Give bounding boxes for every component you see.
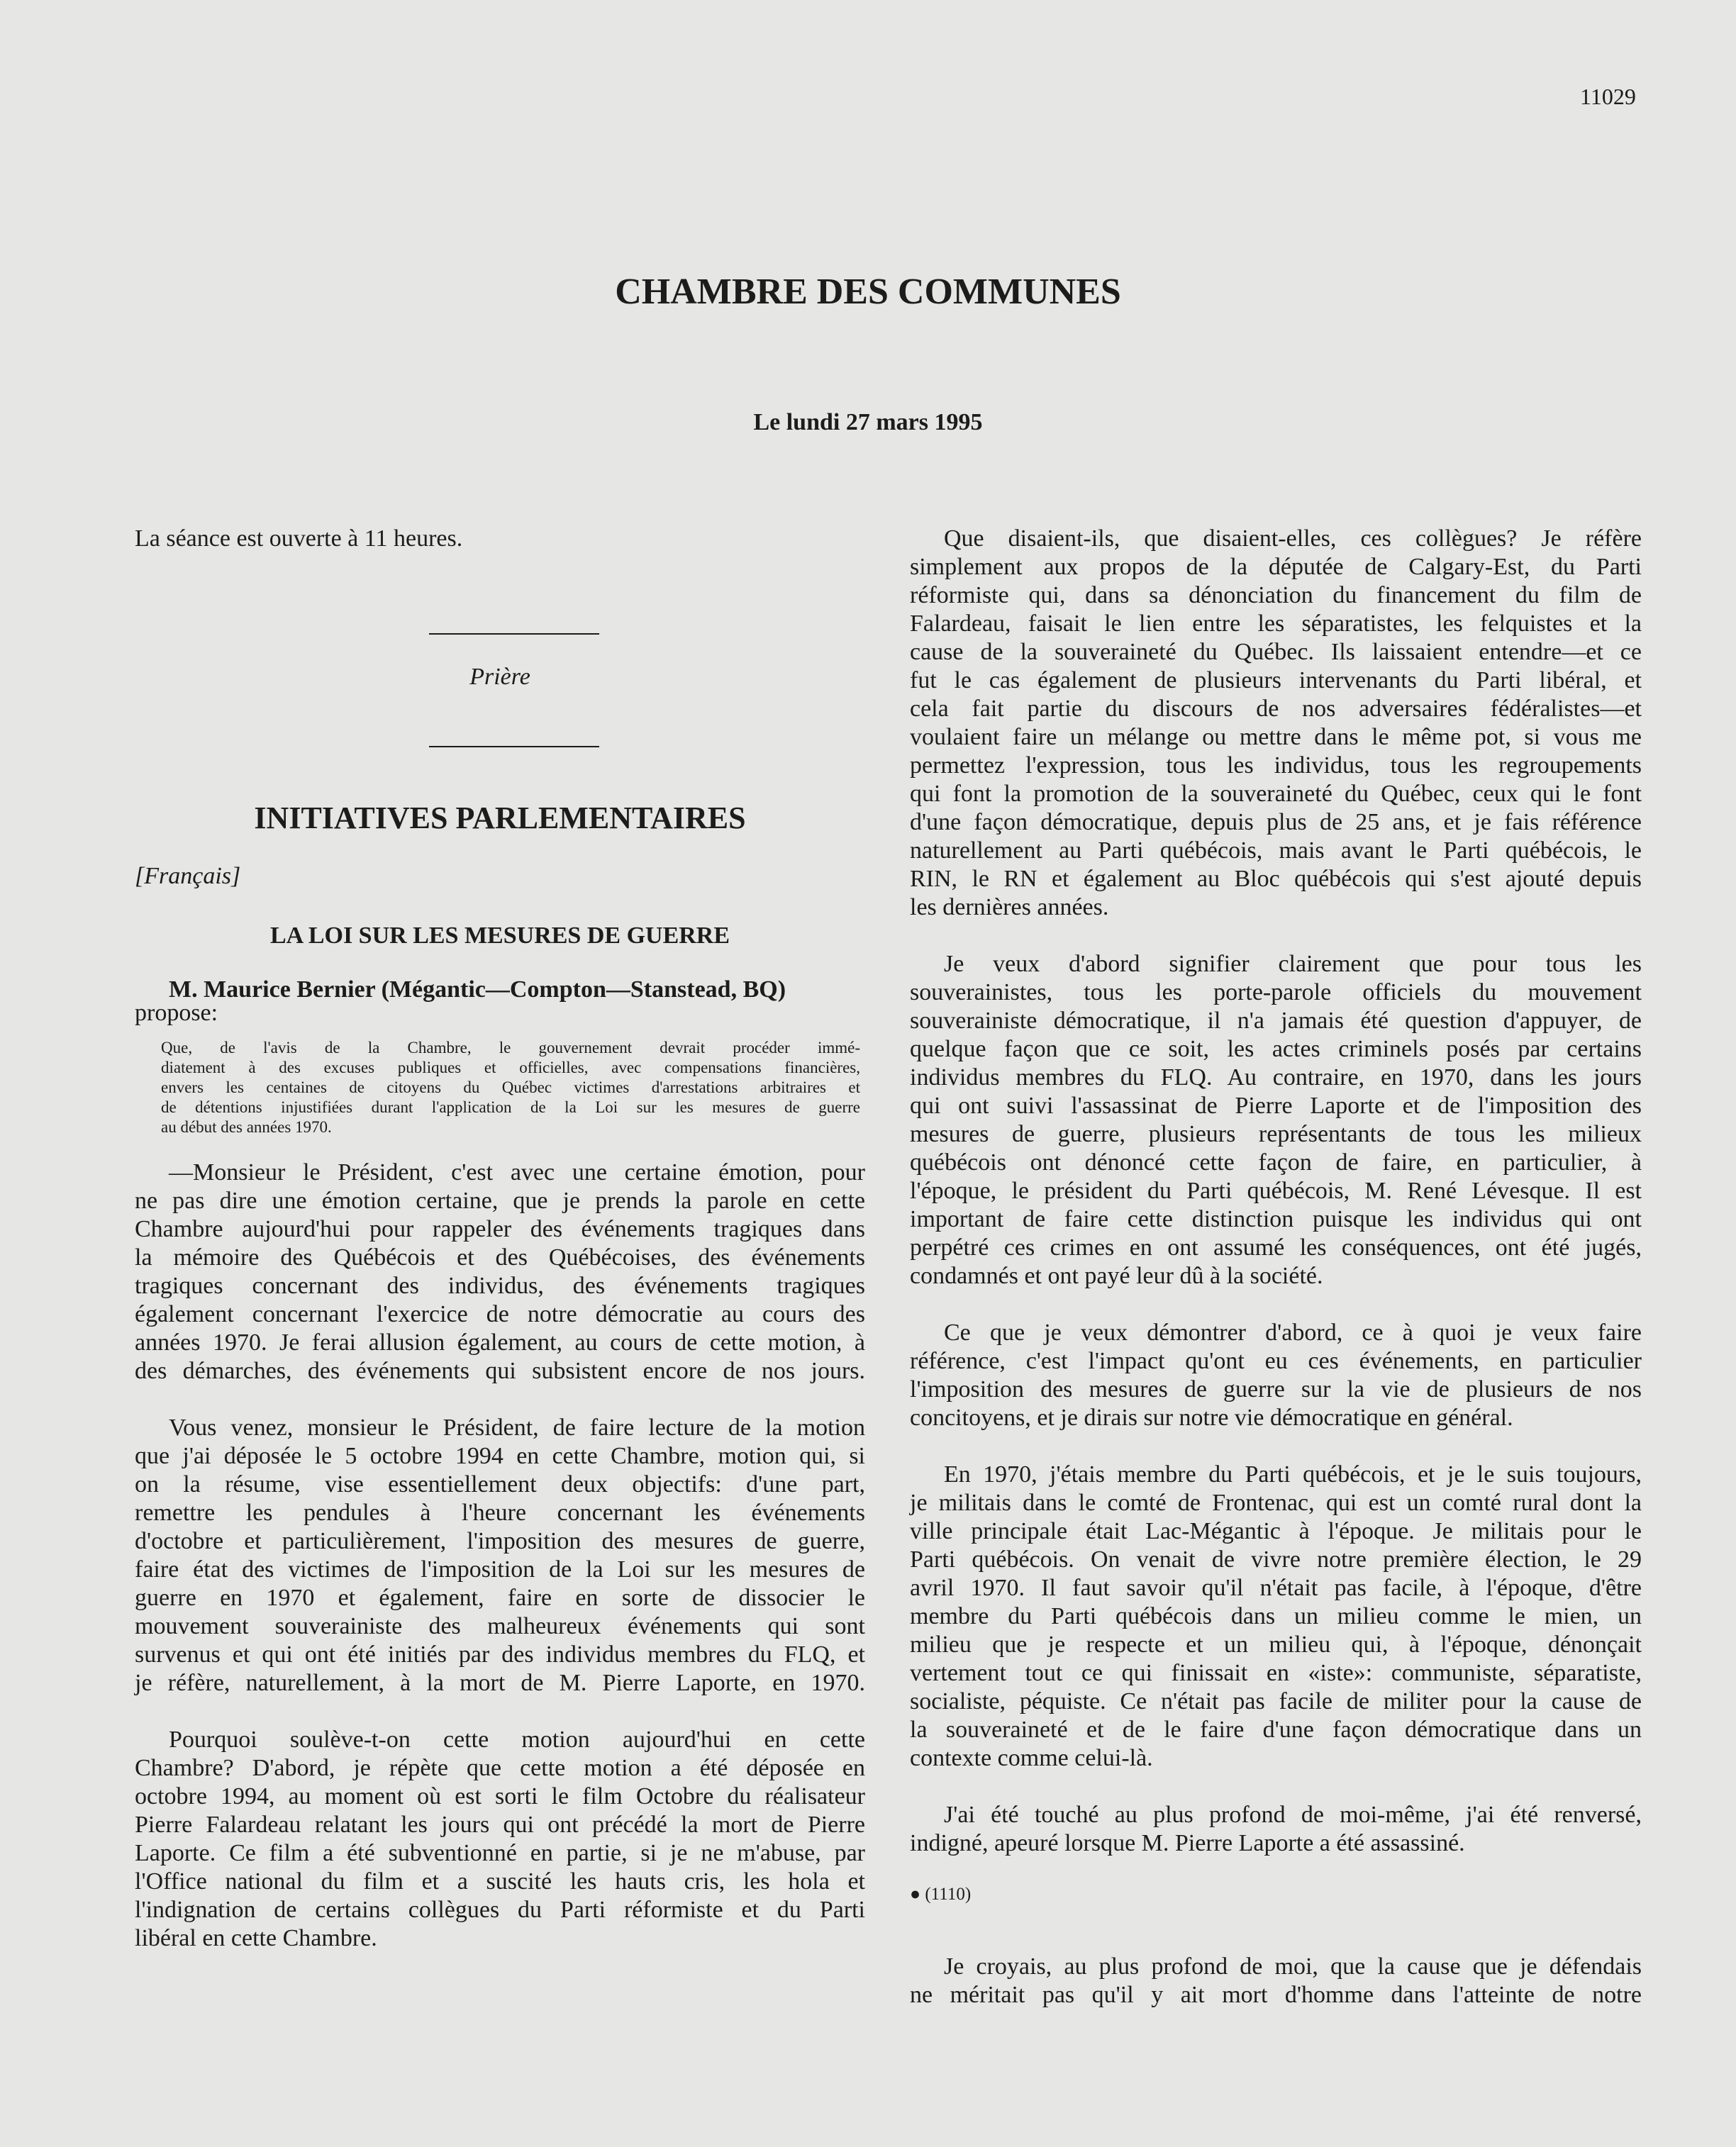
text-line: québécois ont dénoncé cette façon de faire, en particulier, à: [910, 1149, 1642, 1176]
text-line: En 1970, j'étais membre du Parti québécois, et je le suis toujours,: [944, 1461, 1642, 1488]
text-line: je réfère, naturellement, à la mort de M. Pierre Laporte, en 1970.: [135, 1670, 865, 1696]
motion-line: de détentions injustifiées durant l'application de la Loi sur les mesures de guerre: [161, 1098, 860, 1116]
text-line: milieu que je respecte et un milieu qui, à l'époque, dénonçait: [910, 1632, 1642, 1658]
text-line: octobre 1994, au moment où est sorti le film Octobre du réalisateur: [135, 1783, 865, 1809]
text-line: condamnés et ont payé leur dû à la société.: [910, 1263, 1323, 1289]
text-line: l'Office national du film et a suscité les hauts cris, les hola et: [135, 1868, 865, 1895]
motion-line: Que, de l'avis de la Chambre, le gouvernement devrait procéder immé-: [161, 1039, 860, 1056]
motion-text: [135, 1038, 865, 1137]
text-line: l'époque, le président du Parti québécois, M. René Lévesque. Il est: [910, 1178, 1642, 1204]
text-line: survenus et qui ont été initiés par des individus membres du FLQ, et: [135, 1641, 865, 1668]
paragraph: [910, 1801, 1642, 1858]
text-line: également concernant l'exercice de notre démocratie au cours des: [135, 1301, 865, 1327]
text-line: Que disaient-ils, que disaient-elles, ces collègues? Je réfère: [944, 525, 1642, 552]
text-line: tragiques concernant des individus, des événements tragiques: [135, 1273, 865, 1299]
text-line: remettre les pendules à l'heure concernant les événements: [135, 1500, 865, 1526]
speaker-name: M. Maurice Bernier (Mégantic—Compton—Stanstead, BQ): [169, 976, 786, 1003]
motion-line: envers les centaines de citoyens du Québec victimes d'arrestations arbitraires et: [161, 1078, 860, 1096]
text-line: libéral en cette Chambre.: [135, 1925, 377, 1951]
text-line: important de faire cette distinction puisque les individus qui ont: [910, 1206, 1642, 1232]
text-line: l'indignation de certains collègues du Parti réformiste et du Parti: [135, 1897, 865, 1923]
text-line: quelque façon que ce soit, les actes criminels posés par certains: [910, 1036, 1642, 1062]
propose-label: propose:: [135, 1000, 218, 1026]
sitting-date: Le lundi 27 mars 1995: [753, 409, 983, 435]
timestamp: ● (1110): [910, 1885, 972, 1904]
section-heading: INITIATIVES PARLEMENTAIRES: [254, 801, 746, 835]
paragraph: [135, 1726, 865, 1953]
text-line: concitoyens, et je dirais sur notre vie démocratique en général.: [910, 1405, 1513, 1431]
divider-rule: [429, 746, 599, 747]
paragraph: [910, 1319, 1642, 1432]
text-line: perpétré ces crimes en ont assumé les conséquences, ont été jugés,: [910, 1234, 1642, 1261]
text-line: cause de la souveraineté du Québec. Ils laissaient entendre—et ce: [910, 639, 1642, 665]
text-line: mesures de guerre, plusieurs représentants de tous les milieux: [910, 1121, 1642, 1147]
text-line: la souveraineté et de le faire d'une façon démocratique dans un: [910, 1717, 1642, 1743]
text-line: Pierre Falardeau relatant les jours qui ont précédé la mort de Pierre: [135, 1812, 865, 1838]
text-line: vertement tout ce qui finissait en «iste»: communiste, séparatiste,: [910, 1660, 1642, 1686]
text-line: naturellement au Parti québécois, mais avant le Parti québécois, le: [910, 837, 1642, 864]
text-line: —Monsieur le Président, c'est avec une certaine émotion, pour: [169, 1159, 865, 1186]
text-line: Ce que je veux démontrer d'abord, ce à quoi je veux faire: [944, 1320, 1642, 1346]
text-line: indigné, apeuré lorsque M. Pierre Laporte a été assassiné.: [910, 1830, 1465, 1856]
text-line: les dernières années.: [910, 894, 1109, 920]
page-number: 11029: [1580, 84, 1636, 109]
text-line: que j'ai déposée le 5 octobre 1994 en cette Chambre, motion qui, si: [135, 1443, 865, 1469]
text-line: membre du Parti québécois dans un milieu comme le mien, un: [910, 1603, 1642, 1629]
text-line: réformiste qui, dans sa dénonciation du financement du film de: [910, 582, 1642, 608]
text-line: qui font la promotion de la souveraineté du Québec, ceux qui le font: [910, 781, 1642, 807]
text-line: individus membres du FLQ. Au contraire, en 1970, dans les jours: [910, 1064, 1642, 1091]
text-line: ne méritait pas qu'il y ait mort d'homme dans l'atteinte de notre: [910, 1982, 1642, 2008]
text-line: je militais dans le comté de Frontenac, qui est un comté rural dont la: [910, 1490, 1642, 1516]
paragraph: [910, 1953, 1642, 2009]
text-line: souverainiste démocratique, il n'a jamais été question d'appuyer, de: [910, 1008, 1642, 1034]
paragraph: [910, 950, 1642, 1290]
page-title: CHAMBRE DES COMMUNES: [615, 272, 1121, 312]
left-column: [135, 525, 865, 1953]
motion-line: au début des années 1970.: [161, 1118, 332, 1136]
text-line: référence, c'est l'impact qu'ont eu ces événements, en particulier: [910, 1348, 1642, 1374]
text-line: d'une façon démocratique, depuis plus de 25 ans, et je fais référence: [910, 809, 1642, 835]
text-line: mouvement souverainiste des malheureux événements qui sont: [135, 1613, 865, 1639]
text-line: ne pas dire une émotion certaine, que je prends la parole en cette: [135, 1188, 865, 1214]
text-line: Chambre aujourd'hui pour rappeler des événements tragiques dans: [135, 1216, 865, 1242]
text-line: simplement aux propos de la députée de Calgary-Est, du Parti: [910, 554, 1642, 580]
divider-rule: [429, 633, 599, 635]
text-line: on la résume, vise essentiellement deux objectifs: d'une part,: [135, 1471, 865, 1498]
text-line: J'ai été touché au plus profond de moi-même, j'ai été renversé,: [944, 1802, 1642, 1828]
text-line: cela fait partie du discours de nos adversaires fédéralistes—et: [910, 696, 1642, 722]
paragraph: [135, 1159, 865, 1385]
text-line: faire état des victimes de l'imposition de la Loi sur les mesures de: [135, 1556, 865, 1583]
speaker-line: [135, 977, 865, 1003]
opening-line: La séance est ouverte à 11 heures.: [135, 525, 463, 552]
text-line: fut le cas également de plusieurs intervenants du Parti libéral, et: [910, 667, 1642, 693]
text-line: la mémoire des Québécois et des Québécoises, des événements: [135, 1244, 865, 1271]
text-line: Parti québécois. On venait de vivre notre première élection, le 29: [910, 1546, 1642, 1573]
text-line: Laporte. Ce film a été subventionné en partie, si je ne m'abuse, par: [135, 1840, 865, 1866]
text-line: d'octobre et particulièrement, l'imposition des mesures de guerre,: [135, 1528, 865, 1554]
text-line: Je veux d'abord signifier clairement que pour tous les: [944, 951, 1642, 977]
paragraph: [135, 1414, 865, 1697]
text-line: RIN, le RN et également au Bloc québécois qui s'est ajouté depuis: [910, 866, 1642, 892]
text-line: guerre en 1970 et également, faire en sorte de dissocier le: [135, 1585, 865, 1611]
prayer-label: Prière: [469, 664, 530, 690]
text-line: permettez l'expression, tous les individus, tous les regroupements: [910, 752, 1642, 779]
text-line: Falardeau, faisait le lien entre les séparatistes, les felquistes et la: [910, 610, 1642, 637]
text-line: avril 1970. Il faut savoir qu'il n'était pas facile, à l'époque, d'être: [910, 1575, 1642, 1601]
text-line: ville principale était Lac-Mégantic à l'époque. Je militais pour le: [910, 1518, 1642, 1544]
text-line: Je croyais, au plus profond de moi, que la cause que je défendais: [944, 1953, 1642, 1980]
language-tag: [Français]: [135, 863, 241, 889]
text-line: des démarches, des événements qui subsistent encore de nos jours.: [135, 1358, 865, 1384]
paragraph: [910, 525, 1642, 922]
text-line: l'imposition des mesures de guerre sur la vie de plusieurs de nos: [910, 1376, 1642, 1402]
text-line: années 1970. Je ferai allusion également, au cours de cette motion, à: [135, 1329, 865, 1356]
text-line: souverainistes, tous les porte-parole officiels du mouvement: [910, 979, 1642, 1005]
text-line: Vous venez, monsieur le Président, de faire lecture de la motion: [169, 1415, 865, 1441]
motion-line: diatement à des excuses publiques et officielles, avec compensations financières,: [161, 1059, 860, 1076]
paragraph: [910, 1461, 1642, 1773]
text-line: qui ont suivi l'assassinat de Pierre Laporte et de l'imposition des: [910, 1093, 1642, 1119]
text-line: Pourquoi soulève-t-on cette motion aujourd'hui en cette: [169, 1727, 865, 1753]
subject-heading: LA LOI SUR LES MESURES DE GUERRE: [269, 922, 730, 949]
text-line: Chambre? D'abord, je répète que cette motion a été déposée en: [135, 1755, 865, 1781]
text-line: socialiste, péquiste. Ce n'était pas facile de militer pour la cause de: [910, 1688, 1642, 1714]
text-line: contexte comme celui-là.: [910, 1745, 1153, 1771]
right-column: [910, 525, 1642, 2009]
text-line: voulaient faire un mélange ou mettre dans le même pot, si vous me: [910, 724, 1642, 750]
